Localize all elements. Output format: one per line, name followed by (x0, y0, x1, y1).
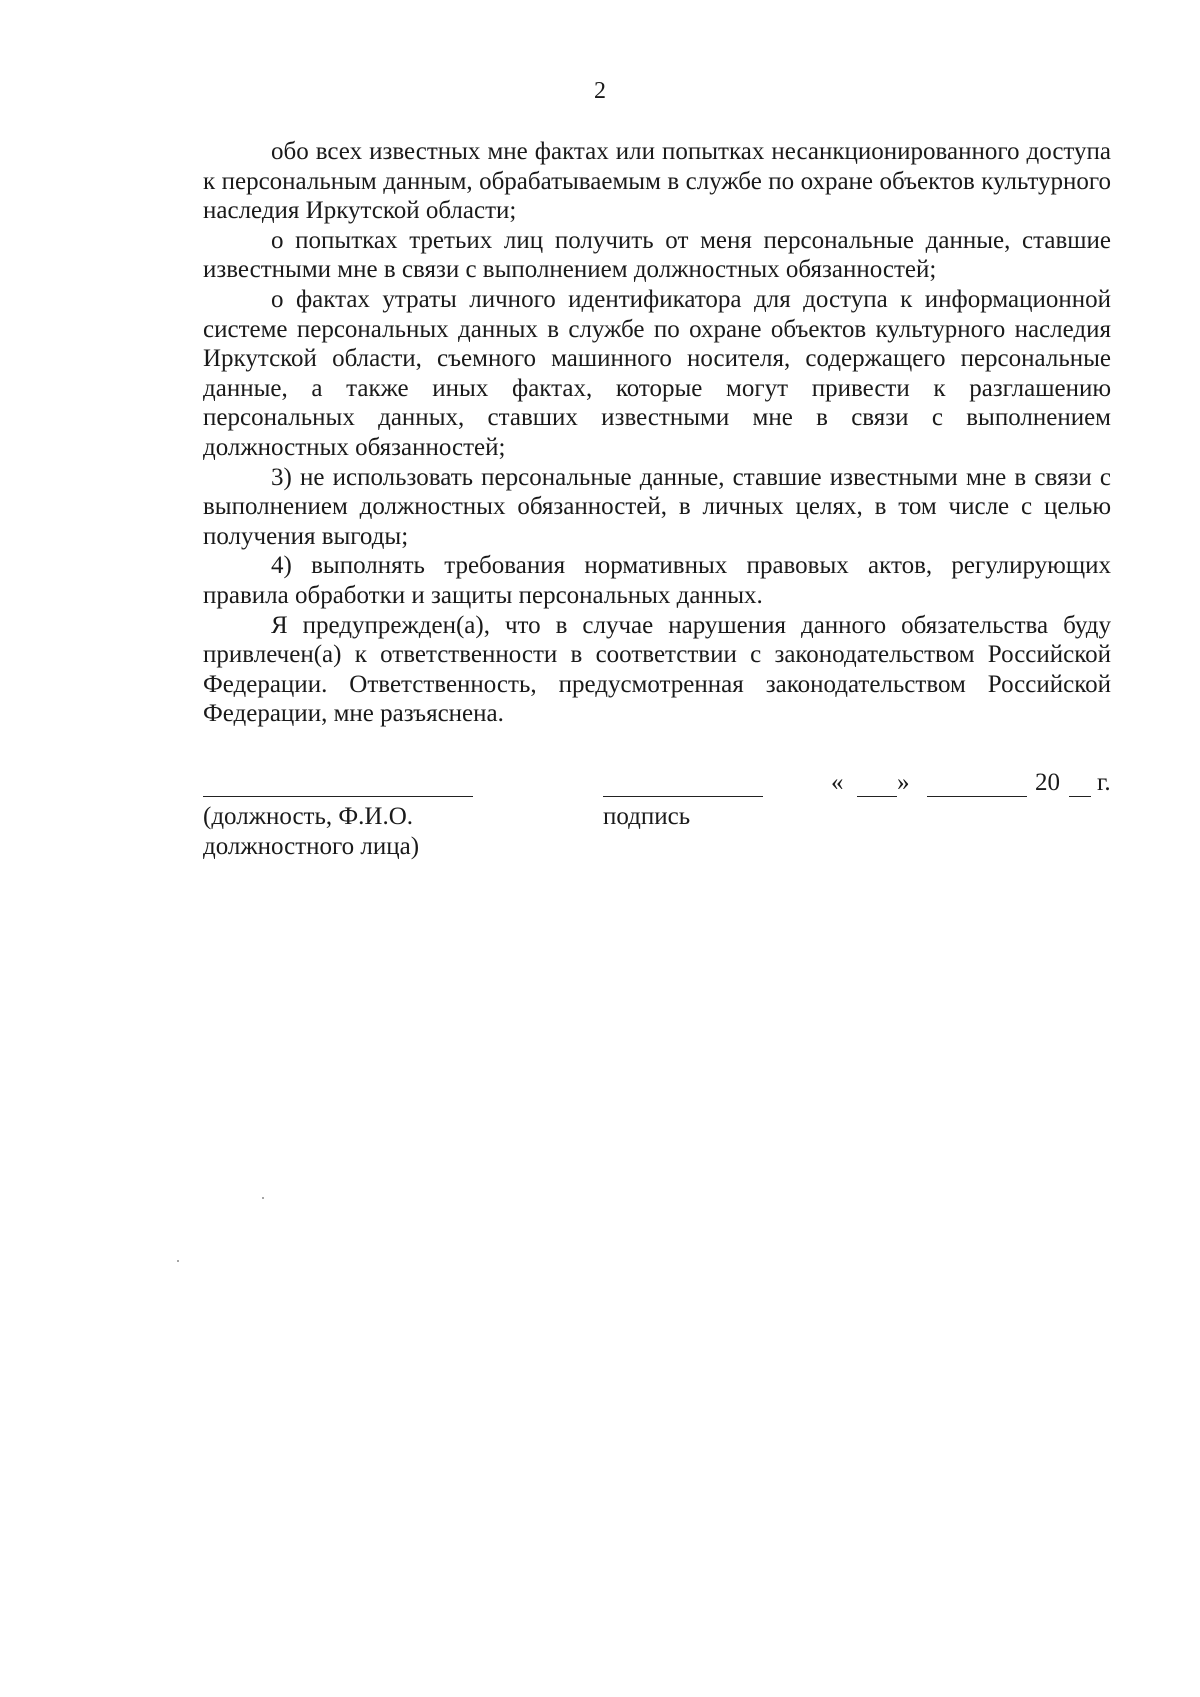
date-day-blank-line (857, 796, 897, 797)
date-year-prefix: 20 (1035, 769, 1060, 796)
paragraph-item-3: 3) не использовать персональные данные, ставшие известными мне в связи с выполнением должностных обязанностей, в личных целях, в том числе с целью получения выгоды; (203, 463, 1111, 550)
signature-row (203, 768, 1111, 802)
date-month-blank-line (927, 796, 1027, 797)
scan-artifact-dot (177, 1260, 179, 1262)
signature-caption: подпись (603, 803, 691, 830)
date-field (831, 768, 1111, 798)
paragraph-item-4: 4) выполнять требования нормативных правовых актов, регулирующих правила обработки и защиты персональных данных. (203, 552, 1111, 609)
signature-blank-line (603, 796, 763, 797)
paragraph-liability-warning: Я предупрежден(а), что в случае нарушения данного обязательства буду привлечен(а) к ответственности в соответствии с законодательством Российской Федерации. Ответственность, предусмотренная законодательством Российской Федерации, мне разъяснена. (203, 611, 1111, 728)
paragraph-third-party-attempts: о попытках третьих лиц получить от меня персональные данные, ставшие известными мне в связи с выполнением должностных обязанностей; (203, 226, 1111, 284)
page-number: 2 (594, 78, 606, 104)
date-close-quote: » (897, 769, 910, 796)
date-year-suffix: г. (1097, 769, 1111, 796)
position-name-blank-line (203, 796, 473, 797)
date-open-quote: « (831, 769, 844, 796)
scan-artifact-dot (262, 1197, 264, 1199)
date-year-blank-line (1069, 796, 1091, 797)
paragraph-unauthorized-access: обо всех известных мне фактах или попытках несанкционированного доступа к персональным данным, обрабатываемым в службе по охране объектов культурного наследия Иркутской области; (203, 138, 1111, 225)
document-body (203, 137, 1111, 729)
position-name-caption: (должность, Ф.И.О. должностного лица) (203, 803, 420, 860)
paragraph-identifier-loss: о фактах утраты личного идентификатора для доступа к информационной системе персональных данных в службе по охране объектов культурного наследия Иркутской области, съемного машинного носителя, содержащего персональные данные, а также иных фактах, которые могут привести к разглашению персональных данных, ставших известными мне в связи с выполнением должностных обязанностей; (203, 285, 1111, 461)
